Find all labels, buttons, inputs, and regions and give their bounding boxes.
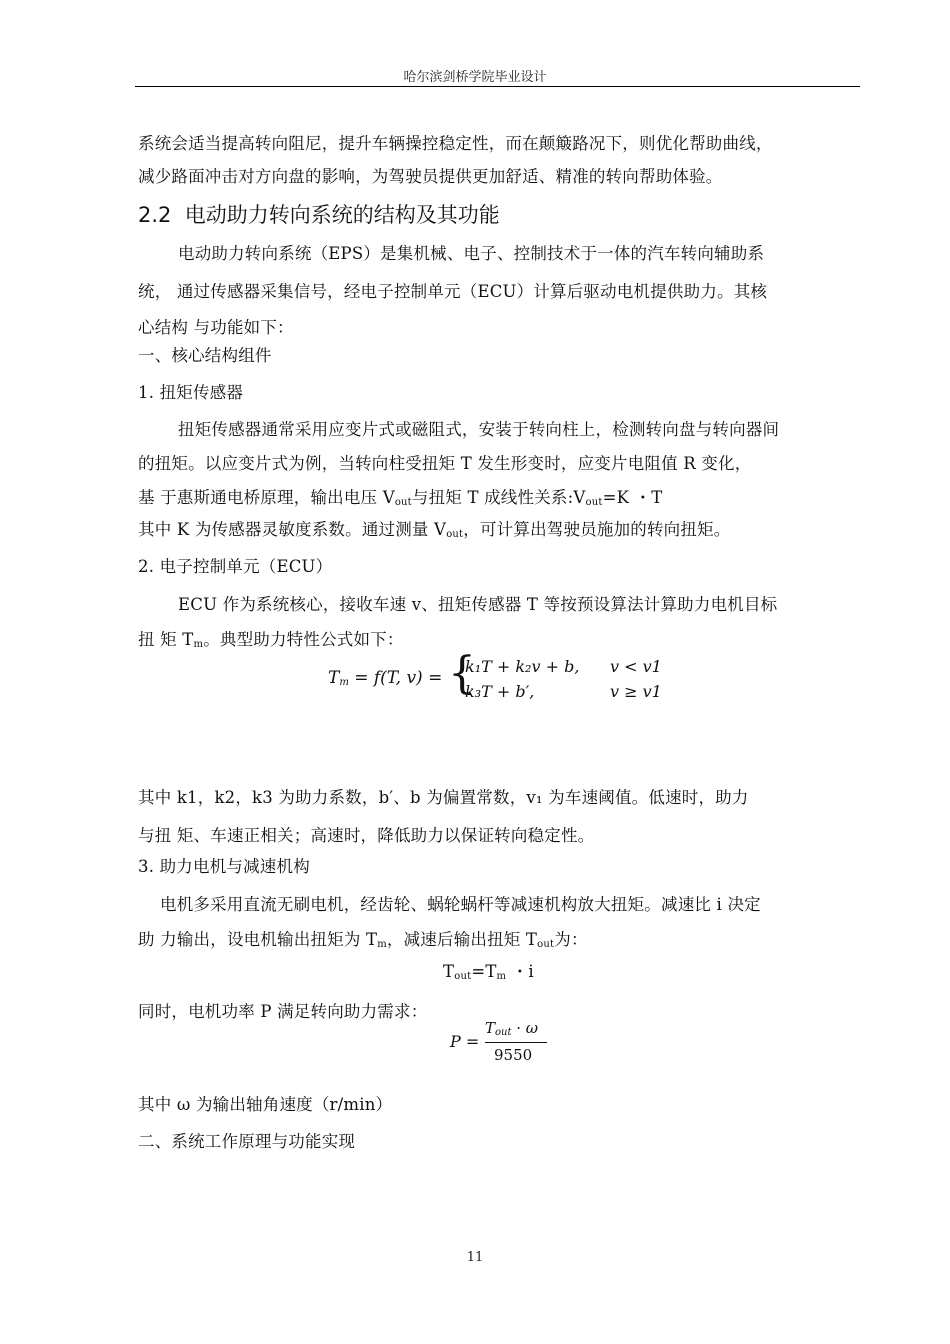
item1-line-2: 的扭矩。以应变片式为例，当转向柱受扭矩 T 发生形变时，应变片电阻值 R 变化， xyxy=(138,454,752,473)
item2-title: 2. 电子控制单元（ECU） xyxy=(138,557,333,576)
section-number: 2.2 xyxy=(138,203,172,227)
power-line: 同时，电机功率 P 满足转向助力需求： xyxy=(138,1002,428,1021)
eps-line-3: 心结构 与功能如下： xyxy=(138,318,294,337)
item2-line-1: ECU 作为系统核心，接收车速 v、扭矩传感器 T 等按预设算法计算助力电机目标 xyxy=(178,595,778,614)
case1-cond: v < v1 xyxy=(610,657,662,676)
item2-note-1: 其中 k1，k2，k3 为助力系数，b′、b 为偏置常数，v₁ 为车速阈值。低速时，助力 xyxy=(138,788,749,807)
omega-line: 其中 ω 为输出轴角速度（r/min） xyxy=(138,1095,393,1114)
case2-cond: v ≥ v1 xyxy=(610,682,662,701)
fraction-bar xyxy=(485,1042,547,1043)
part1-heading: 一、核心结构组件 xyxy=(138,346,272,365)
eps-line-2: 统， 通过传感器采集信号，经电子控制单元（ECU）计算后驱动电机提供助力。其核 xyxy=(138,282,768,301)
eps-line-1: 电动助力转向系统（EPS）是集机械、电子、控制技术于一体的汽车转向辅助系 xyxy=(178,244,765,263)
case1-expr: k₁T + k₂v + b, xyxy=(465,657,580,676)
item2-line-2: 扭 矩 $T_m$。典型助力特性公式如下： xyxy=(138,630,404,650)
item3-line-2: 助 力输出，设电机输出扭矩为 $T_m$，减速后输出扭矩 $T_{out}$为： xyxy=(138,930,588,950)
item3-title: 3. 助力电机与减速机构 xyxy=(138,857,310,876)
page-number: 11 xyxy=(466,1250,484,1265)
part2-heading: 二、系统工作原理与功能实现 xyxy=(138,1132,356,1151)
intro-line-2: 减少路面冲击对方向盘的影响，为驾驶员提供更加舒适、精准的转向帮助体验。 xyxy=(138,167,723,186)
item3-line-1: 电机多采用直流无刷电机，经齿轮、蜗轮蜗杆等减速机构放大扭矩。减速比 i 决定 xyxy=(160,895,761,914)
case2-expr: k₃T + b′, xyxy=(465,682,535,701)
item1-line-3: 基 于惠斯通电桥原理，输出电压 $V_{out}$与扭矩 T 成线性关系$:V_{out}=K$ ・T xyxy=(138,488,663,508)
torque-equation: $T_{out}=T_m$ ・i xyxy=(443,962,534,982)
section-title: 电动助力转向系统的结构及其功能 xyxy=(184,203,500,227)
power-numerator: $T_{out} \cdot \omega$ xyxy=(485,1019,539,1038)
intro-line-1: 系统会适当提高转向阻尼，提升车辆操控稳定性，而在颠簸路况下，则优化帮助曲线， xyxy=(138,134,773,153)
section-heading xyxy=(138,199,500,229)
header-rule xyxy=(135,86,860,87)
item1-title: 1. 扭矩传感器 xyxy=(138,383,244,402)
page-header: 哈尔滨剑桥学院毕业设计 xyxy=(403,70,547,85)
item1-line-1: 扭矩传感器通常采用应变片式或磁阻式，安装于转向柱上，检测转向盘与转向器间 xyxy=(178,420,780,439)
formula-brace: { xyxy=(448,648,476,699)
power-denominator: 9550 xyxy=(494,1046,533,1064)
item1-line-4: 其中 K 为传感器灵敏度系数。通过测量 $V_{out}$，可计算出驾驶员施加的转向扭矩。 xyxy=(138,520,731,540)
item2-note-2: 与扭 矩、车速正相关；高速时，降低助力以保证转向稳定性。 xyxy=(138,826,595,845)
